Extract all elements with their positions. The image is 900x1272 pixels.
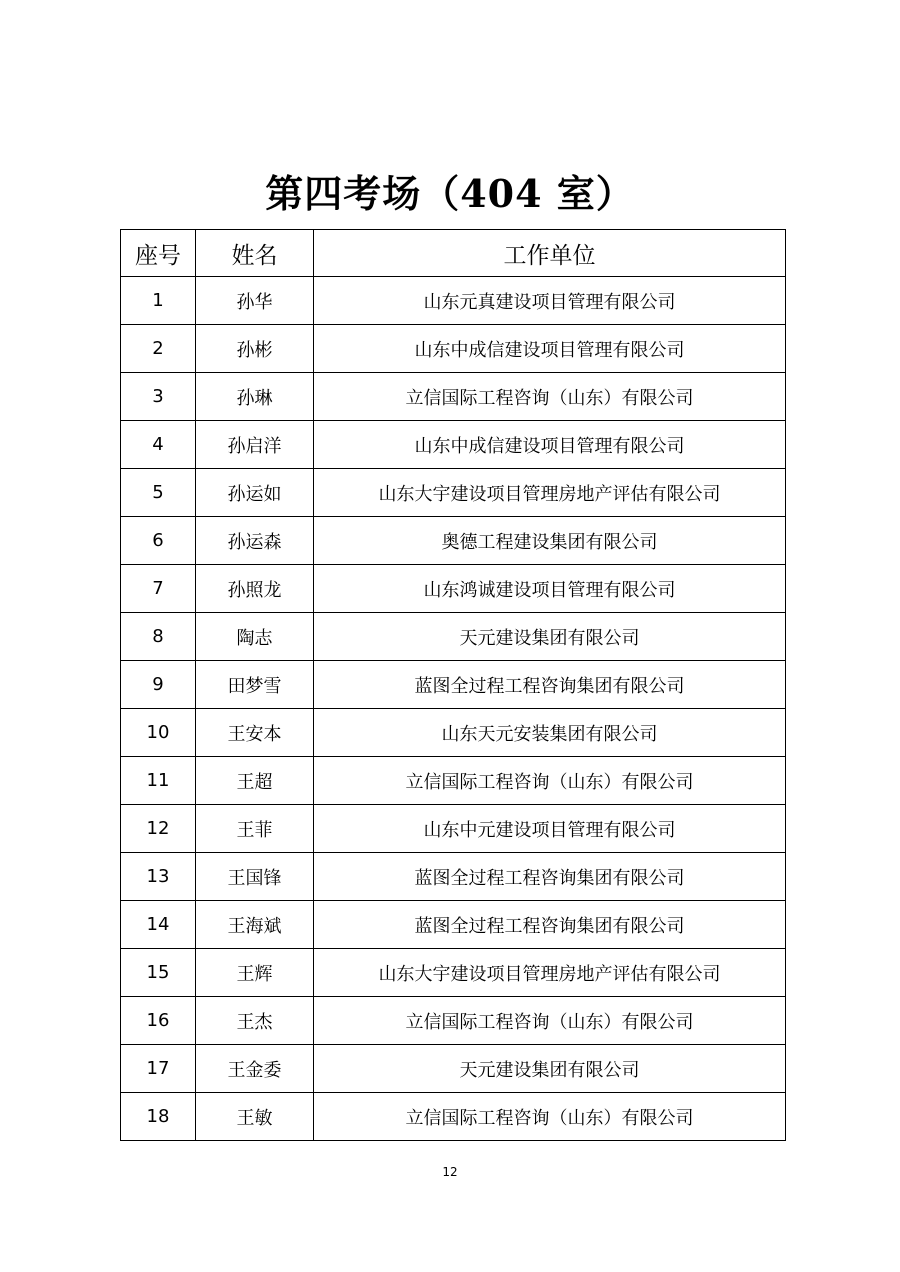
- table-row: [121, 373, 786, 421]
- work-unit-cell: 山东鸿诚建设项目管理有限公司: [314, 565, 786, 613]
- name-cell: 王海斌: [196, 901, 314, 949]
- table-row: [121, 1045, 786, 1093]
- seat-number-cell: 5: [121, 469, 196, 517]
- name-cell: 王金委: [196, 1045, 314, 1093]
- name-cell: 孙琳: [196, 373, 314, 421]
- work-unit-cell: 蓝图全过程工程咨询集团有限公司: [314, 661, 786, 709]
- page-number: 12: [442, 1165, 458, 1179]
- table-row: [121, 325, 786, 373]
- work-unit-cell: 蓝图全过程工程咨询集团有限公司: [314, 901, 786, 949]
- table-row: [121, 421, 786, 469]
- name-cell: 王辉: [196, 949, 314, 997]
- seat-number-cell: 4: [121, 421, 196, 469]
- work-unit-cell: 山东大宇建设项目管理房地产评估有限公司: [314, 949, 786, 997]
- work-unit-cell: 山东中成信建设项目管理有限公司: [314, 421, 786, 469]
- seat-number-cell: 17: [121, 1045, 196, 1093]
- table-row: [121, 949, 786, 997]
- name-cell: 孙华: [196, 277, 314, 325]
- seat-number-cell: 10: [121, 709, 196, 757]
- seat-number-cell: 13: [121, 853, 196, 901]
- table-row: [121, 277, 786, 325]
- work-unit-cell: 山东中元建设项目管理有限公司: [314, 805, 786, 853]
- name-cell: 王菲: [196, 805, 314, 853]
- seat-number-cell: 12: [121, 805, 196, 853]
- name-cell: 王敏: [196, 1093, 314, 1141]
- work-unit-cell: 山东大宇建设项目管理房地产评估有限公司: [314, 469, 786, 517]
- seat-number-cell: 18: [121, 1093, 196, 1141]
- work-unit-cell: 山东中成信建设项目管理有限公司: [314, 325, 786, 373]
- work-unit-cell: 立信国际工程咨询（山东）有限公司: [314, 757, 786, 805]
- table-row: [121, 469, 786, 517]
- seat-number-cell: 1: [121, 277, 196, 325]
- name-cell: 王杰: [196, 997, 314, 1045]
- table-row: [121, 613, 786, 661]
- table-body: [121, 277, 786, 1141]
- name-cell: 孙运如: [196, 469, 314, 517]
- table-row: [121, 517, 786, 565]
- work-unit-cell: 立信国际工程咨询（山东）有限公司: [314, 1093, 786, 1141]
- work-unit-cell: 蓝图全过程工程咨询集团有限公司: [314, 853, 786, 901]
- table-row: [121, 805, 786, 853]
- work-unit-cell: 山东天元安装集团有限公司: [314, 709, 786, 757]
- work-unit-cell: 立信国际工程咨询（山东）有限公司: [314, 373, 786, 421]
- seat-number-cell: 3: [121, 373, 196, 421]
- seat-number-cell: 7: [121, 565, 196, 613]
- work-unit-cell: 天元建设集团有限公司: [314, 1045, 786, 1093]
- name-cell: 陶志: [196, 613, 314, 661]
- page-title: 第四考场（404 室）: [265, 171, 635, 216]
- exam-room-roster-table: [120, 229, 786, 1141]
- table-row: [121, 997, 786, 1045]
- name-cell: 孙照龙: [196, 565, 314, 613]
- seat-number-cell: 16: [121, 997, 196, 1045]
- table-header-row: [121, 230, 786, 277]
- table-row: [121, 709, 786, 757]
- name-cell: 王安本: [196, 709, 314, 757]
- work-unit-cell: 奥德工程建设集团有限公司: [314, 517, 786, 565]
- work-unit-cell: 山东元真建设项目管理有限公司: [314, 277, 786, 325]
- table-row: [121, 661, 786, 709]
- header-name: 姓名: [196, 230, 314, 277]
- name-cell: 孙彬: [196, 325, 314, 373]
- table-row: [121, 1093, 786, 1141]
- seat-number-cell: 15: [121, 949, 196, 997]
- seat-number-cell: 6: [121, 517, 196, 565]
- table-row: [121, 853, 786, 901]
- table-row: [121, 565, 786, 613]
- seat-number-cell: 9: [121, 661, 196, 709]
- name-cell: 孙运森: [196, 517, 314, 565]
- seat-number-cell: 8: [121, 613, 196, 661]
- table-row: [121, 901, 786, 949]
- work-unit-cell: 天元建设集团有限公司: [314, 613, 786, 661]
- work-unit-cell: 立信国际工程咨询（山东）有限公司: [314, 997, 786, 1045]
- seat-number-cell: 2: [121, 325, 196, 373]
- seat-number-cell: 14: [121, 901, 196, 949]
- header-seat-number: 座号: [121, 230, 196, 277]
- seat-number-cell: 11: [121, 757, 196, 805]
- name-cell: 田梦雪: [196, 661, 314, 709]
- name-cell: 王超: [196, 757, 314, 805]
- name-cell: 孙启洋: [196, 421, 314, 469]
- header-work-unit: 工作单位: [314, 230, 786, 277]
- table-row: [121, 757, 786, 805]
- name-cell: 王国锋: [196, 853, 314, 901]
